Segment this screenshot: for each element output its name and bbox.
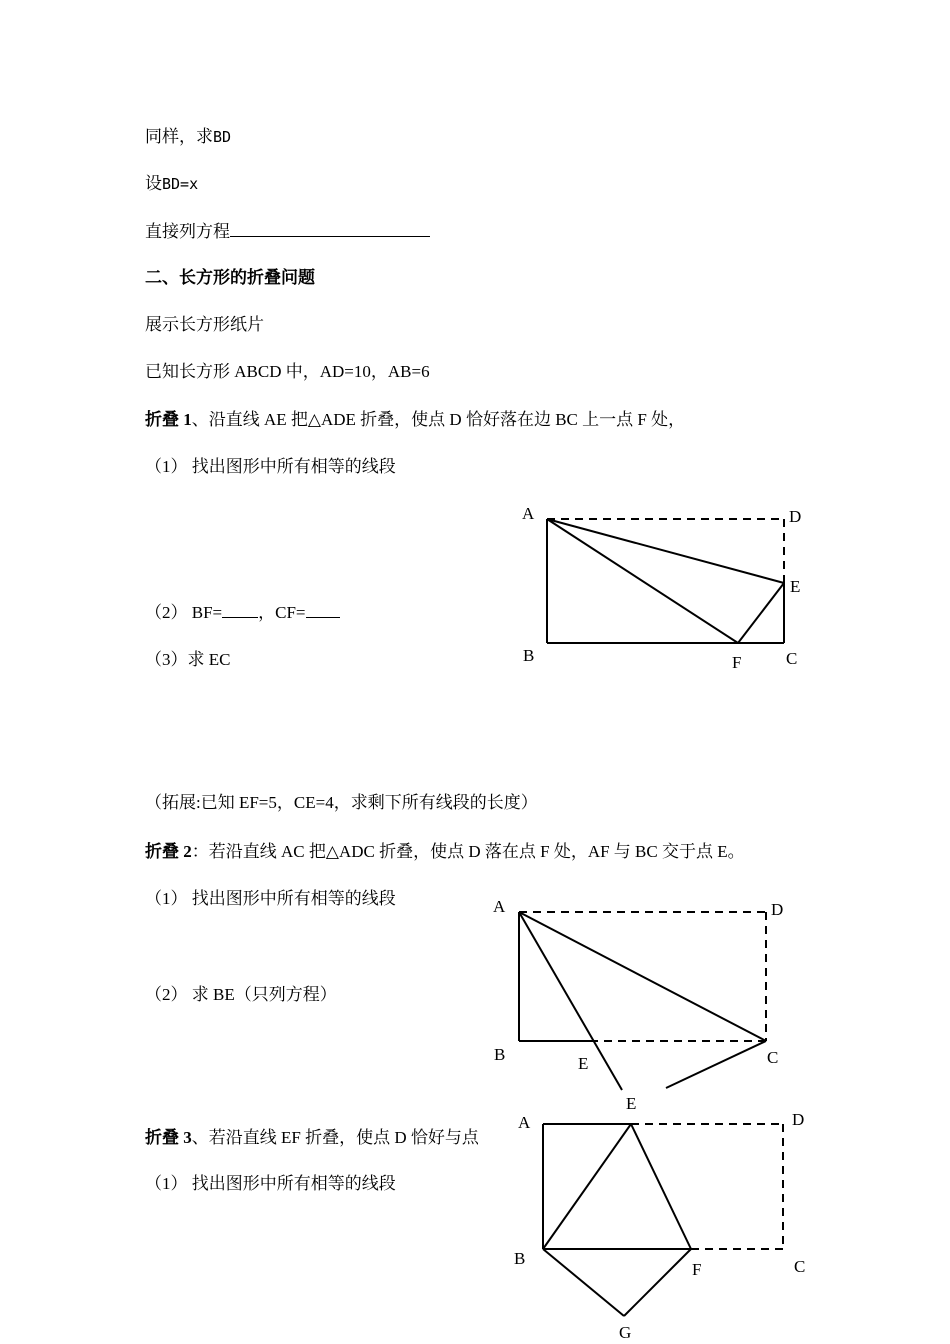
fold2-q1: （1） 找出图形中所有相等的线段 (145, 889, 396, 908)
fig3-label-e: E (626, 1094, 637, 1113)
fold1-q1: （1） 找出图形中所有相等的线段 (145, 457, 396, 476)
fig2-label-e: E (578, 1054, 589, 1073)
intro-line-1-text: 同样，求 (145, 127, 213, 146)
fig3-label-f: F (692, 1260, 702, 1279)
fig1-label-a: A (522, 504, 535, 523)
fig3-fold-ef (631, 1124, 691, 1249)
fold3-text: 、若沿直线 EF 折叠，使点 D 恰好与点 (191, 1128, 479, 1147)
fig2-label-a: A (493, 897, 506, 916)
fig1-label-f: F (732, 653, 742, 672)
fig1-label-e: E (790, 577, 801, 596)
intro-line-2-text: 设 (145, 174, 162, 193)
fig1-label-c: C (786, 649, 798, 668)
fold1-text: 、沿直线 AE 把△ADE 折叠，使点 D 恰好落在边 BC 上一点 F 处， (191, 410, 686, 429)
section-heading: 二、长方形的折叠问题 (145, 268, 315, 287)
intro-line-1-var: BD (213, 128, 232, 146)
fig2-label-d: D (771, 900, 784, 919)
fig3-label-b: B (514, 1249, 526, 1268)
fold1-q2-mid: ，CF= (258, 603, 306, 622)
fig3-segment-bg (543, 1249, 624, 1316)
fig3-label-d: D (792, 1110, 805, 1129)
fold2-text: ：若沿直线 AC 把△ADC 折叠，使点 D 落在点 F 处，AF 与 BC 交于点 E。 (191, 842, 745, 861)
fig3-label-a: A (518, 1113, 531, 1132)
given-line: 已知长方形 ABCD 中，AD=10，AB=6 (145, 362, 430, 381)
fig1-label-d: D (789, 507, 802, 526)
fig2-label-b: B (494, 1045, 506, 1064)
fold3-label: 折叠 3 (145, 1128, 192, 1147)
fold1-label: 折叠 1 (145, 410, 192, 429)
fold1-q3: （3）求 EC (145, 650, 231, 669)
fig3-segment-gf (624, 1249, 691, 1316)
fold2-q2: （2） 求 BE（只列方程） (145, 985, 337, 1004)
intro-line-2-var: BD=x (162, 175, 199, 193)
fig1-label-b: B (523, 646, 535, 665)
fig3-label-g: G (619, 1323, 632, 1342)
show-paper-line: 展示长方形纸片 (145, 315, 264, 334)
fig3-label-c: C (794, 1257, 806, 1276)
fold1-q2-prefix: （2） BF= (145, 603, 223, 622)
fold2-label: 折叠 2 (145, 842, 192, 861)
fig3-segment-be (543, 1124, 631, 1249)
fig2-label-c: C (767, 1048, 779, 1067)
fold1-extension: （拓展:已知 EF=5，CE=4，求剩下所有线段的长度） (145, 793, 538, 812)
intro-line-3-text: 直接列方程 (145, 222, 230, 241)
fold3-q1: （1） 找出图形中所有相等的线段 (145, 1174, 396, 1193)
